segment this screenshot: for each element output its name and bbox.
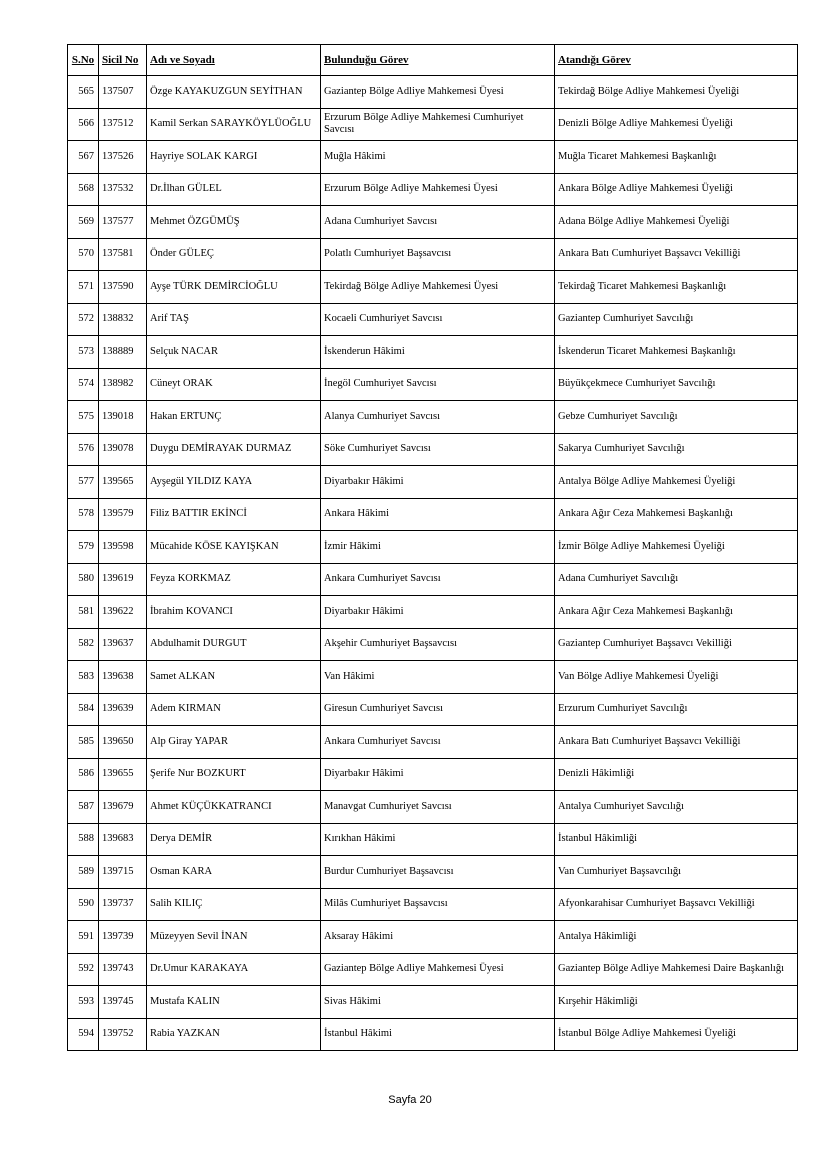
cell-sno: 573 [68, 336, 99, 369]
cell-sicil: 139739 [99, 921, 147, 954]
cell-current-post: Gaziantep Bölge Adliye Mahkemesi Üyesi [321, 953, 555, 986]
cell-assigned-post: Denizli Hâkimliği [555, 758, 798, 791]
cell-sno: 585 [68, 726, 99, 759]
cell-name: Özge KAYAKUZGUN SEYİTHAN [147, 76, 321, 109]
table-row [68, 888, 798, 921]
cell-sicil: 138832 [99, 303, 147, 336]
table-row [68, 238, 798, 271]
table-row [68, 596, 798, 629]
table-row [68, 531, 798, 564]
cell-sicil: 139637 [99, 628, 147, 661]
cell-assigned-post: Gebze Cumhuriyet Savcılığı [555, 401, 798, 434]
cell-sicil: 137512 [99, 108, 147, 141]
cell-current-post: İnegöl Cumhuriyet Savcısı [321, 368, 555, 401]
table-row [68, 823, 798, 856]
cell-current-post: Kırıkhan Hâkimi [321, 823, 555, 856]
cell-sicil: 139655 [99, 758, 147, 791]
cell-current-post: Aksaray Hâkimi [321, 921, 555, 954]
cell-sicil: 139715 [99, 856, 147, 889]
cell-sno: 584 [68, 693, 99, 726]
cell-sno: 594 [68, 1018, 99, 1051]
cell-assigned-post: Erzurum Cumhuriyet Savcılığı [555, 693, 798, 726]
cell-name: Feyza KORKMAZ [147, 563, 321, 596]
cell-current-post: Alanya Cumhuriyet Savcısı [321, 401, 555, 434]
cell-sicil: 137581 [99, 238, 147, 271]
cell-sicil: 137526 [99, 141, 147, 174]
table-header-row [68, 45, 798, 76]
cell-sicil: 139745 [99, 986, 147, 1019]
header-current-post: Bulunduğu Görev [321, 45, 555, 76]
cell-sno: 591 [68, 921, 99, 954]
cell-assigned-post: Kırşehir Hâkimliği [555, 986, 798, 1019]
cell-current-post: Ankara Cumhuriyet Savcısı [321, 726, 555, 759]
table-row [68, 563, 798, 596]
cell-name: Arif TAŞ [147, 303, 321, 336]
cell-assigned-post: Gaziantep Cumhuriyet Başsavcı Vekilliği [555, 628, 798, 661]
cell-name: Abdulhamit DURGUT [147, 628, 321, 661]
cell-sno: 565 [68, 76, 99, 109]
cell-sicil: 139743 [99, 953, 147, 986]
table-row [68, 661, 798, 694]
cell-sno: 570 [68, 238, 99, 271]
cell-sicil: 137577 [99, 206, 147, 239]
table-row [68, 758, 798, 791]
cell-name: Kamil Serkan SARAYKÖYLÜOĞLU [147, 108, 321, 141]
cell-sicil: 139683 [99, 823, 147, 856]
cell-assigned-post: Ankara Batı Cumhuriyet Başsavcı Vekilliği [555, 238, 798, 271]
table-row [68, 498, 798, 531]
cell-current-post: Diyarbakır Hâkimi [321, 466, 555, 499]
cell-current-post: İskenderun Hâkimi [321, 336, 555, 369]
cell-sno: 582 [68, 628, 99, 661]
cell-current-post: Burdur Cumhuriyet Başsavcısı [321, 856, 555, 889]
cell-sicil: 139579 [99, 498, 147, 531]
table-row [68, 206, 798, 239]
cell-current-post: Akşehir Cumhuriyet Başsavcısı [321, 628, 555, 661]
table-row [68, 791, 798, 824]
cell-sno: 586 [68, 758, 99, 791]
cell-name: Ayşe TÜRK DEMİRCİOĞLU [147, 271, 321, 304]
cell-sno: 581 [68, 596, 99, 629]
cell-sno: 578 [68, 498, 99, 531]
cell-name: Duygu DEMİRAYAK DURMAZ [147, 433, 321, 466]
cell-sno: 576 [68, 433, 99, 466]
cell-sno: 567 [68, 141, 99, 174]
table-row [68, 173, 798, 206]
table-row [68, 401, 798, 434]
cell-name: Filiz BATTIR EKİNCİ [147, 498, 321, 531]
cell-name: Dr.Umur KARAKAYA [147, 953, 321, 986]
cell-assigned-post: Antalya Bölge Adliye Mahkemesi Üyeliği [555, 466, 798, 499]
cell-sicil: 139565 [99, 466, 147, 499]
cell-sno: 580 [68, 563, 99, 596]
cell-sno: 583 [68, 661, 99, 694]
cell-current-post: Gaziantep Bölge Adliye Mahkemesi Üyesi [321, 76, 555, 109]
table-row [68, 368, 798, 401]
cell-sno: 568 [68, 173, 99, 206]
cell-name: Mustafa KALIN [147, 986, 321, 1019]
cell-sicil: 139679 [99, 791, 147, 824]
cell-assigned-post: Büyükçekmece Cumhuriyet Savcılığı [555, 368, 798, 401]
table-row [68, 108, 798, 141]
cell-name: Önder GÜLEÇ [147, 238, 321, 271]
cell-current-post: Muğla Hâkimi [321, 141, 555, 174]
header-sno: S.No [68, 45, 99, 76]
appointment-table [67, 44, 798, 1051]
cell-name: Dr.İlhan GÜLEL [147, 173, 321, 206]
cell-current-post: Sivas Hâkimi [321, 986, 555, 1019]
cell-current-post: Giresun Cumhuriyet Savcısı [321, 693, 555, 726]
cell-sno: 592 [68, 953, 99, 986]
cell-assigned-post: Van Cumhuriyet Başsavcılığı [555, 856, 798, 889]
cell-current-post: Erzurum Bölge Adliye Mahkemesi Üyesi [321, 173, 555, 206]
cell-assigned-post: Van Bölge Adliye Mahkemesi Üyeliği [555, 661, 798, 694]
cell-current-post: Ankara Cumhuriyet Savcısı [321, 563, 555, 596]
cell-assigned-post: Adana Bölge Adliye Mahkemesi Üyeliği [555, 206, 798, 239]
cell-name: Hakan ERTUNÇ [147, 401, 321, 434]
cell-current-post: Tekirdağ Bölge Adliye Mahkemesi Üyesi [321, 271, 555, 304]
cell-sicil: 139622 [99, 596, 147, 629]
cell-name: Salih KILIÇ [147, 888, 321, 921]
cell-sno: 575 [68, 401, 99, 434]
cell-current-post: İzmir Hâkimi [321, 531, 555, 564]
table-row [68, 921, 798, 954]
cell-current-post: Söke Cumhuriyet Savcısı [321, 433, 555, 466]
table-row [68, 303, 798, 336]
cell-sicil: 139598 [99, 531, 147, 564]
table-row [68, 726, 798, 759]
cell-assigned-post: Adana Cumhuriyet Savcılığı [555, 563, 798, 596]
cell-assigned-post: Denizli Bölge Adliye Mahkemesi Üyeliği [555, 108, 798, 141]
table-row [68, 271, 798, 304]
table-row [68, 1018, 798, 1051]
cell-current-post: Milâs Cumhuriyet Başsavcısı [321, 888, 555, 921]
cell-assigned-post: Muğla Ticaret Mahkemesi Başkanlığı [555, 141, 798, 174]
cell-sicil: 139619 [99, 563, 147, 596]
cell-current-post: Van Hâkimi [321, 661, 555, 694]
cell-sicil: 139650 [99, 726, 147, 759]
cell-name: Şerife Nur BOZKURT [147, 758, 321, 791]
cell-current-post: Polatlı Cumhuriyet Başsavcısı [321, 238, 555, 271]
table-row [68, 856, 798, 889]
cell-name: Samet ALKAN [147, 661, 321, 694]
cell-sno: 587 [68, 791, 99, 824]
cell-current-post: Diyarbakır Hâkimi [321, 758, 555, 791]
cell-sno: 579 [68, 531, 99, 564]
cell-assigned-post: Afyonkarahisar Cumhuriyet Başsavcı Vekilliği [555, 888, 798, 921]
cell-assigned-post: Antalya Hâkimliği [555, 921, 798, 954]
cell-assigned-post: Tekirdağ Bölge Adliye Mahkemesi Üyeliği [555, 76, 798, 109]
cell-sno: 588 [68, 823, 99, 856]
cell-current-post: Adana Cumhuriyet Savcısı [321, 206, 555, 239]
table-row [68, 953, 798, 986]
cell-sicil: 138982 [99, 368, 147, 401]
cell-name: Müzeyyen Sevil İNAN [147, 921, 321, 954]
cell-sicil: 137532 [99, 173, 147, 206]
cell-assigned-post: İstanbul Bölge Adliye Mahkemesi Üyeliği [555, 1018, 798, 1051]
cell-sicil: 137507 [99, 76, 147, 109]
cell-assigned-post: Gaziantep Bölge Adliye Mahkemesi Daire Başkanlığı [555, 953, 798, 986]
cell-sno: 593 [68, 986, 99, 1019]
cell-sno: 589 [68, 856, 99, 889]
cell-name: Selçuk NACAR [147, 336, 321, 369]
cell-name: Mehmet ÖZGÜMÜŞ [147, 206, 321, 239]
cell-current-post: İstanbul Hâkimi [321, 1018, 555, 1051]
header-name: Adı ve Soyadı [147, 45, 321, 76]
cell-sno: 572 [68, 303, 99, 336]
cell-sicil: 139752 [99, 1018, 147, 1051]
cell-assigned-post: Ankara Bölge Adliye Mahkemesi Üyeliği [555, 173, 798, 206]
cell-current-post: Ankara Hâkimi [321, 498, 555, 531]
cell-sicil: 139078 [99, 433, 147, 466]
cell-name: Ayşegül YILDIZ KAYA [147, 466, 321, 499]
header-sicil: Sicil No [99, 45, 147, 76]
cell-name: Adem KIRMAN [147, 693, 321, 726]
header-assigned-post: Atandığı Görev [555, 45, 798, 76]
table-row [68, 466, 798, 499]
cell-name: Hayriye SOLAK KARGI [147, 141, 321, 174]
cell-assigned-post: İskenderun Ticaret Mahkemesi Başkanlığı [555, 336, 798, 369]
cell-name: Osman KARA [147, 856, 321, 889]
cell-current-post: Diyarbakır Hâkimi [321, 596, 555, 629]
cell-sicil: 139018 [99, 401, 147, 434]
table-row [68, 986, 798, 1019]
cell-name: Alp Giray YAPAR [147, 726, 321, 759]
cell-current-post: Erzurum Bölge Adliye Mahkemesi Cumhuriyet Savcısı [321, 108, 555, 141]
cell-sicil: 137590 [99, 271, 147, 304]
cell-current-post: Manavgat Cumhuriyet Savcısı [321, 791, 555, 824]
cell-assigned-post: Ankara Ağır Ceza Mahkemesi Başkanlığı [555, 498, 798, 531]
page-number: Sayfa 20 [388, 1094, 432, 1106]
cell-assigned-post: İstanbul Hâkimliği [555, 823, 798, 856]
table-row [68, 76, 798, 109]
cell-sno: 569 [68, 206, 99, 239]
cell-name: Derya DEMİR [147, 823, 321, 856]
table-row [68, 336, 798, 369]
cell-assigned-post: Tekirdağ Ticaret Mahkemesi Başkanlığı [555, 271, 798, 304]
cell-name: Ahmet KÜÇÜKKATRANCI [147, 791, 321, 824]
table-row [68, 433, 798, 466]
cell-sicil: 138889 [99, 336, 147, 369]
table-row [68, 693, 798, 726]
cell-assigned-post: İzmir Bölge Adliye Mahkemesi Üyeliği [555, 531, 798, 564]
cell-name: İbrahim KOVANCI [147, 596, 321, 629]
cell-assigned-post: Antalya Cumhuriyet Savcılığı [555, 791, 798, 824]
cell-sno: 574 [68, 368, 99, 401]
cell-sicil: 139638 [99, 661, 147, 694]
cell-assigned-post: Ankara Batı Cumhuriyet Başsavcı Vekilliği [555, 726, 798, 759]
cell-sno: 577 [68, 466, 99, 499]
cell-sno: 571 [68, 271, 99, 304]
cell-sicil: 139737 [99, 888, 147, 921]
cell-assigned-post: Gaziantep Cumhuriyet Savcılığı [555, 303, 798, 336]
cell-sno: 590 [68, 888, 99, 921]
cell-current-post: Kocaeli Cumhuriyet Savcısı [321, 303, 555, 336]
cell-assigned-post: Sakarya Cumhuriyet Savcılığı [555, 433, 798, 466]
cell-assigned-post: Ankara Ağır Ceza Mahkemesi Başkanlığı [555, 596, 798, 629]
cell-name: Cüneyt ORAK [147, 368, 321, 401]
cell-sno: 566 [68, 108, 99, 141]
table-row [68, 628, 798, 661]
cell-name: Mücahide KÖSE KAYIŞKAN [147, 531, 321, 564]
cell-sicil: 139639 [99, 693, 147, 726]
table-row [68, 141, 798, 174]
cell-name: Rabia YAZKAN [147, 1018, 321, 1051]
